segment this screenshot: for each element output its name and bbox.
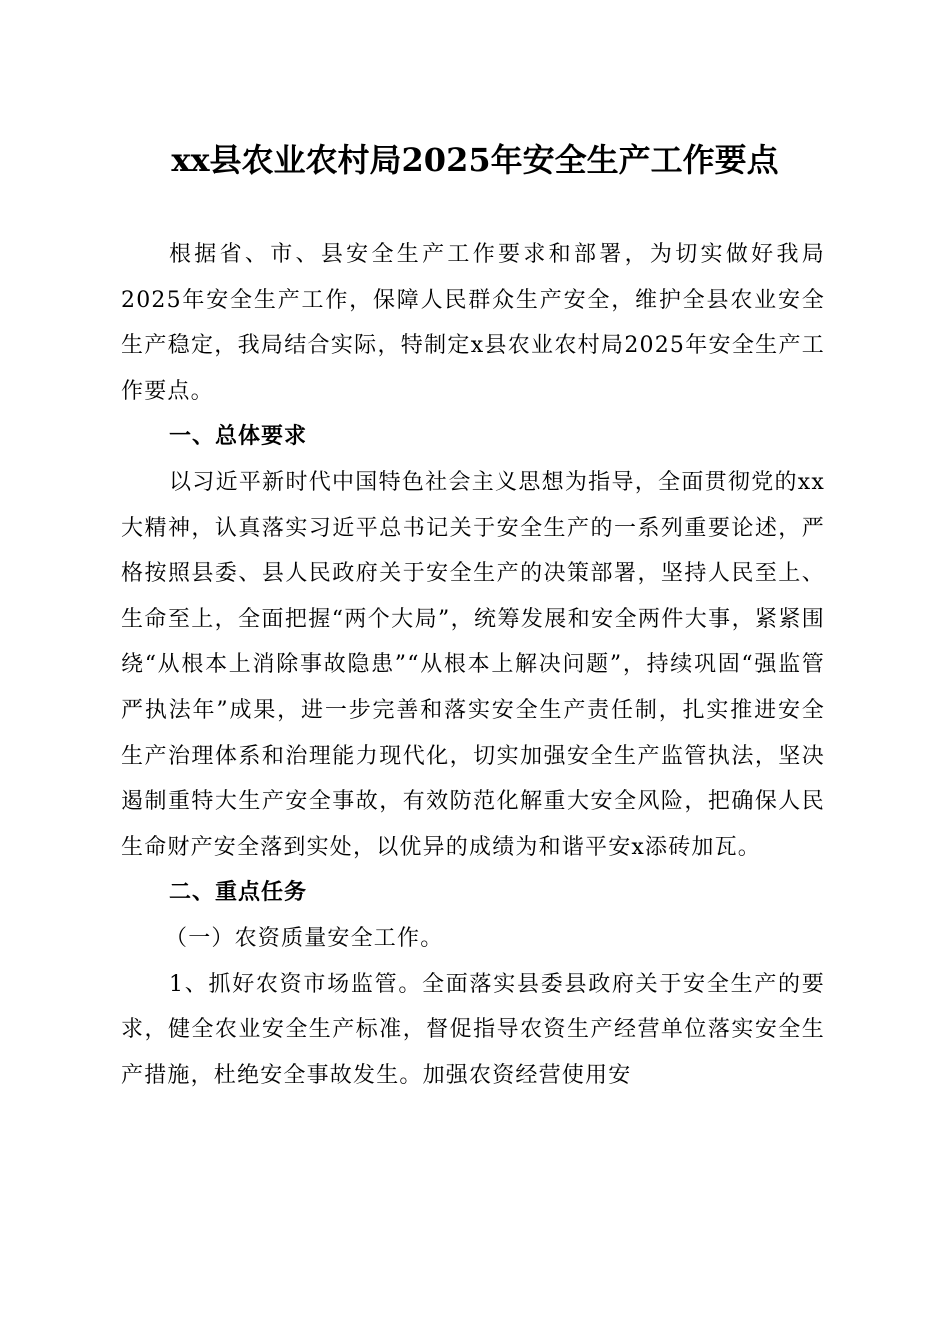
item-market-supervision-paragraph: 1、抓好农资市场监管。全面落实县委县政府关于安全生产的要求，健全农业安全生产标准，督促指导农资生产经营单位落实安全生产措施，杜绝安全事故发生。加强农资经营使用安 [121,971,825,1088]
intro-paragraph: 根据省、市、县安全生产工作要求和部署，为切实做好我局2025年安全生产工作，保障人民群众生产安全，维护全县农业安全生产稳定，我局结合实际，特制定x县农业农村局2025年安全生产工作要点。 [121,242,825,404]
document-title: xx县农业农村局2025年安全生产工作要点 [171,141,779,179]
section-heading-general-requirements: 一、总体要求 [169,424,308,450]
section-heading-key-tasks: 二、重点任务 [169,880,308,906]
subheading-agricultural-inputs-safety: （一）农资质量安全工作。 [165,925,444,951]
document-body [121,232,825,1098]
general-requirements-paragraph: 以习近平新时代中国特色社会主义思想为指导，全面贯彻党的xx大精神，认真落实习近平总书记关于安全生产的一系列重要论述，严格按照县委、县人民政府关于安全生产的决策部署，坚持人民至上、生命至上，全面把握“两个大局”，统筹发展和安全两件大事，紧紧围绕“从根本上消除事故隐患”“从根本上解决问题”，持续巩固“强监管严执法年”成果，进一步完善和落实安全生产责任制，扎实推进安全生产治理体系和治理能力现代化，切实加强安全生产监管执法，坚决遏制重特大生产安全事故，有效防范化解重大安全风险，把确保人民生命财产安全落到实处，以优异的成绩为和谐平安x添砖加瓦。 [121,469,825,860]
